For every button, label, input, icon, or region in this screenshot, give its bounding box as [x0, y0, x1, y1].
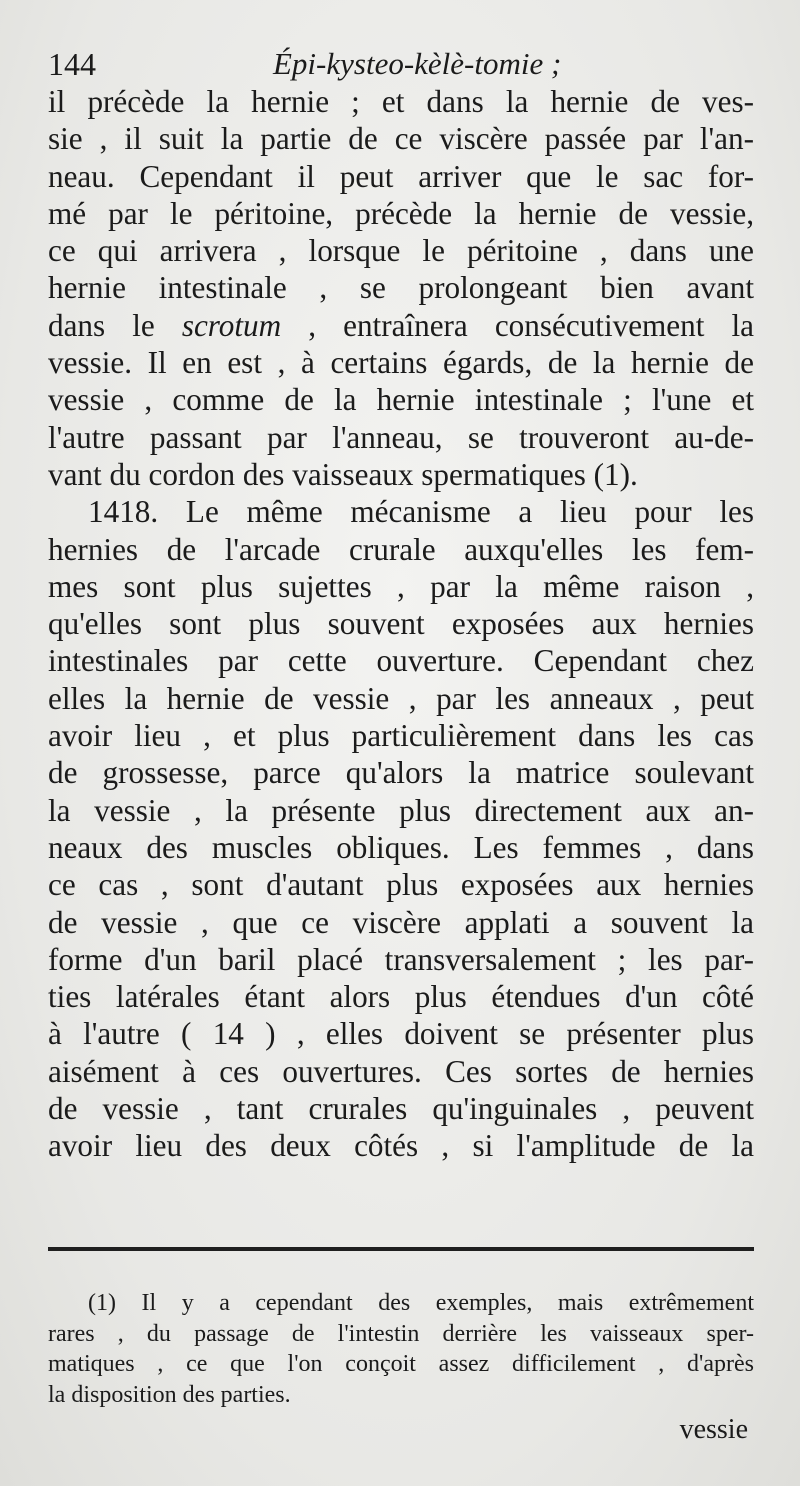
text-line: ce cas , sont d'autant plus exposées aux hernies — [48, 867, 754, 903]
footnote-line: matiques , ce que l'on conçoit assez difficilement , d'après — [48, 1351, 754, 1377]
text-line: forme d'un baril placé transversalement ; les par- — [48, 941, 754, 977]
text-line: il précède la hernie ; et dans la hernie de ves- — [48, 84, 754, 119]
page-header — [48, 44, 758, 84]
text-line: dans le scrotum , entraînera consécutivement la — [48, 307, 754, 343]
text-line: vant du cordon des vaisseaux spermatiques (1). — [48, 456, 638, 492]
text-line: aisément à ces ouvertures. Ces sortes de hernies — [48, 1053, 754, 1089]
footnote-line: (1) Il y a cependant des exemples, mais extrêmement — [88, 1290, 754, 1316]
text-line: l'autre passant par l'anneau, se trouveront au-de- — [48, 419, 754, 455]
paragraph-start-line: 1418. Le même mécanisme a lieu pour les — [88, 494, 754, 530]
text-line: la vessie , la présente plus directement aux an- — [48, 792, 754, 828]
page-number: 144 — [48, 46, 96, 82]
body-text — [48, 83, 754, 1165]
italic-term: scrotum — [181, 307, 282, 343]
text-line: mes sont plus sujettes , par la même raison , — [48, 568, 754, 604]
text-line: hernies de l'arcade crurale auxqu'elles les fem- — [48, 531, 754, 567]
text-line: sie , il suit la partie de ce viscère passée par l'an- — [48, 121, 754, 157]
text-line: vessie. Il en est , à certains égards, de la hernie de — [48, 345, 754, 381]
text-line: avoir lieu , et plus particulièrement dans les cas — [48, 718, 754, 754]
text-line: ties latérales étant alors plus étendues d'un côté — [48, 979, 754, 1015]
text-line: hernie intestinale , se prolongeant bien avant — [48, 270, 754, 306]
footnote-divider — [48, 1247, 754, 1251]
text-line: de grossesse, parce qu'alors la matrice soulevant — [48, 755, 754, 791]
text-line: de vessie , que ce viscère applati a souvent la — [48, 904, 754, 940]
catchword: vessie — [679, 1414, 748, 1445]
text-line: à l'autre ( 14 ) , elles doivent se présenter plus — [48, 1016, 754, 1052]
text-line: vessie , comme de la hernie intestinale ; l'une et — [48, 382, 754, 418]
text-line: neau. Cependant il peut arriver que le sac for- — [48, 158, 754, 194]
footnote — [48, 1288, 754, 1410]
footnote-line: la disposition des parties. — [48, 1381, 291, 1408]
text-line: elles la hernie de vessie , par les anneaux , peut — [48, 680, 754, 716]
text-line: mé par le péritoine, précède la hernie de vessie, — [48, 195, 754, 231]
text-line: avoir lieu des deux côtés , si l'amplitude de la — [48, 1128, 754, 1164]
text-line: neaux des muscles obliques. Les femmes , dans — [48, 829, 754, 865]
text-line: de vessie , tant crurales qu'inguinales , peuvent — [48, 1091, 754, 1127]
footnote-line: rares , du passage de l'intestin derrière les vaisseaux sper- — [48, 1320, 754, 1347]
text-line: qu'elles sont plus souvent exposées aux hernies — [48, 606, 754, 642]
text-line: ce qui arrivera , lorsque le péritoine , dans une — [48, 233, 754, 269]
text-line: intestinales par cette ouverture. Cependant chez — [48, 643, 754, 679]
running-title: Épi-kysteo-kèlè-tomie ; — [273, 46, 562, 81]
